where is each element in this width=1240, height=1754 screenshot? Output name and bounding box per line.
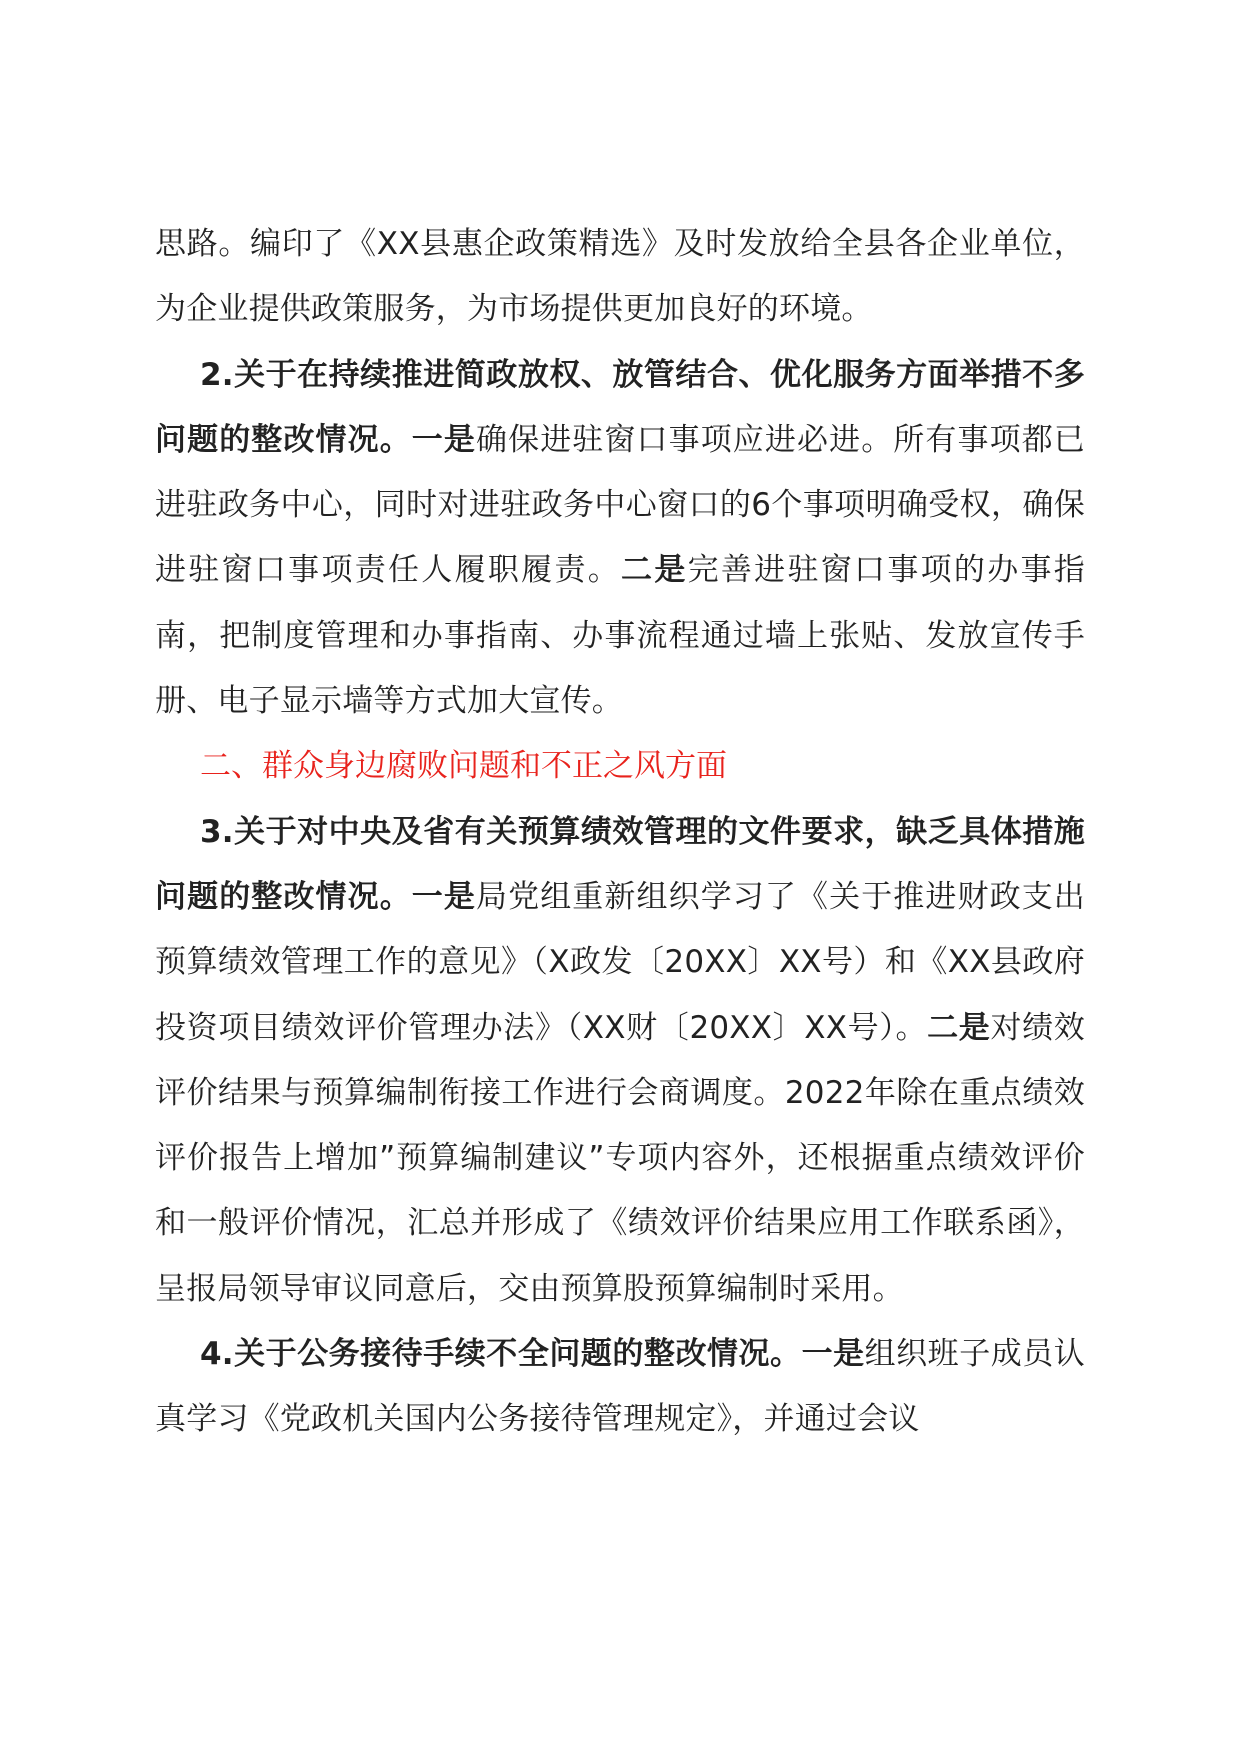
paragraph-continuation xyxy=(155,212,1085,343)
paragraph-item-2 xyxy=(155,343,1085,735)
item-2-heading: 2.关于在持续推进简政放权、放管结合、优化服务方面举措不多问题的整改情况。一是 xyxy=(155,356,1085,458)
item-3-heading: 3.关于对中央及省有关预算绩效管理的文件要求，缺乏具体措施问题的整改情况。一是 xyxy=(155,813,1085,915)
item-4-text-1: 组织班子成员认真学习《党政机关国内公务接待管理规定》，并通过会议 xyxy=(155,1336,1085,1438)
paragraph-text: 思路。编印了《XX县惠企政策精选》及时发放给全县各企业单位，为企业提供政策服务，为市场提供更加良好的环境。 xyxy=(155,226,1085,328)
item-2-marker-2: 二是 xyxy=(621,552,688,589)
item-2-text-1: 确保进驻窗口事项应进必进。所有事项都已进驻政务中心，同时对进驻政务中心窗口的6个事项明确受权，确保进驻窗口事项责任人履职履责。 xyxy=(155,421,1085,589)
section-heading-2: 二、群众身边腐败问题和不正之风方面 xyxy=(200,748,727,785)
item-2-text-2: 完善进驻窗口事项的办事指南，把制度管理和办事指南、办事流程通过墙上张贴、发放宣传手册、电子显示墙等方式加大宣传。 xyxy=(155,552,1085,720)
document-body xyxy=(155,212,1085,1453)
item-3-text-2: 对绩效评价结果与预算编制衔接工作进行会商调度。2022年除在重点绩效评价报告上增加”预算编制建议”专项内容外，还根据重点绩效评价和一般评价情况，汇总并形成了《绩效评价结果应用工作联系函》，呈报局领导审议同意后，交由预算股预算编制时采用。 xyxy=(155,1009,1085,1307)
item-3-marker-2: 二是 xyxy=(927,1009,991,1046)
paragraph-item-4 xyxy=(155,1322,1085,1453)
item-3-text-1: 局党组重新组织学习了《关于推进财政支出预算绩效管理工作的意见》（X政发〔20XX〕XX号）和《XX县政府投资项目绩效评价管理办法》（XX财〔20XX〕XX号）。 xyxy=(155,878,1085,1046)
paragraph-item-3 xyxy=(155,800,1085,1322)
item-4-heading: 4.关于公务接待手续不全问题的整改情况。一是 xyxy=(200,1336,865,1373)
